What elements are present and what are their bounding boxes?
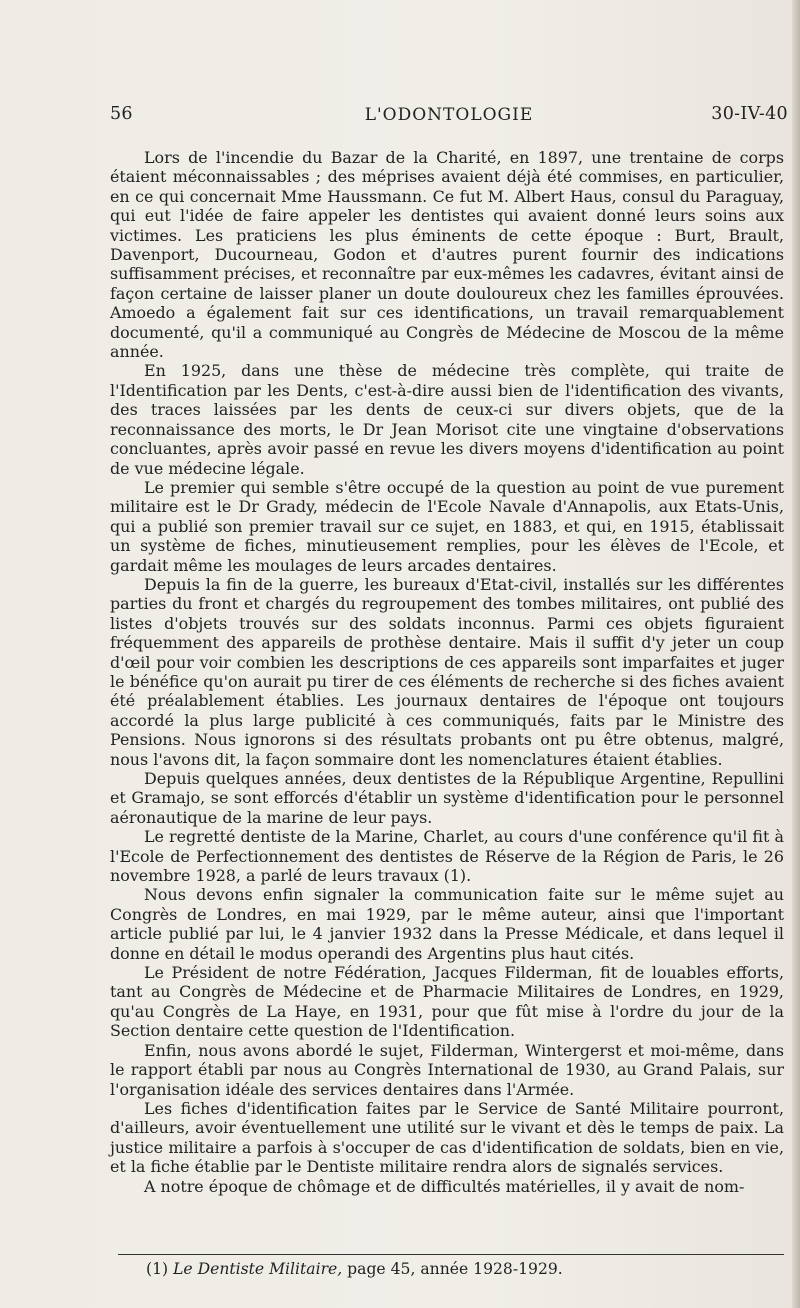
running-header (110, 104, 788, 128)
paragraph: Lors de l'incendie du Bazar de la Charité, en 1897, une trentaine de corps étaient méconnaissables ; des méprises avaient déjà été commises, en particulier, en ce qui concernait Mme Haussmann. Ce fut M. Albert Haus, consul du Paraguay, qui eut l'idée de faire appeler les dentistes qui avaient donné leurs soins aux victimes. Les praticiens les plus éminents de cette époque : Burt, Brault, Davenport, Ducourneau, Godon et d'autres purent fournir des indications suffisamment précises, et reconnaître par eux-mêmes les cadavres, évitant ainsi de façon certaine de laisser planer un doute douloureux chez les familles éprouvées. Amoedo a également fait sur ces identifications, un travail remarquablement documenté, qu'il a communiqué au Congrès de Médecine de Moscou de la même année. (110, 148, 784, 362)
footnote-title: Le Dentiste Militaire, (173, 1260, 343, 1278)
issue-date: 30-IV-40 (711, 104, 788, 124)
footnote (146, 1260, 786, 1279)
paragraph: Les fiches d'identification faites par le Service de Santé Militaire pourront, d'ailleurs, avoir éventuellement une utilité sur le vivant et dès le temps de paix. La justice militaire a parfois à s'occuper de cas d'identification de soldats, bien en vie, et la fiche établie par le Dentiste militaire rendra alors de signalés services. (110, 1098, 784, 1177)
footnote-text: page 45, année 1928-1929. (347, 1260, 563, 1278)
paragraph: Depuis la fin de la guerre, les bureaux d'Etat-civil, installés sur les différentes parties du front et chargés du regroupement des tombes militaires, ont publié des listes d'objets trouvés sur des soldats inconnus. Parmi ces objets figuraient fréquemment des appareils de prothèse dentaire. Mais il suffit d'y jeter un coup d'œil pour voir combien les descriptions de ces appareils sont imparfaites et juger le bénéfice qu'on aurait pu tirer de ces éléments de recherche si des fiches avaient été préalablement établies. Les journaux dentaires de l'époque ont toujours accordé la plus large publicité à ces communiqués, faits par le Ministre des Pensions. Nous ignorons si des résultats probants ont pu être obtenus, malgré, nous l'avons dit, la façon sommaire dont les nomenclatures étaient établies. (110, 574, 784, 769)
page-number: 56 (110, 104, 133, 124)
paragraph: Le regretté dentiste de la Marine, Charlet, au cours d'une conférence qu'il fit à l'Ecole de Perfectionnement des dentistes de Réserve de la Région de Paris, le 26 novembre 1928, a parlé de leurs travaux (1). (110, 827, 784, 886)
page-edge (792, 0, 800, 1308)
running-title: L'ODONTOLOGIE (364, 105, 534, 125)
paragraph: Depuis quelques années, deux dentistes de la République Argentine, Repullini et Gramajo, se sont efforcés d'établir un système d'identification pour le personnel aéronautique de la marine de leur pays. (110, 769, 784, 827)
paragraph: A notre époque de chômage et de difficultés matérielles, il y avait de nom- (144, 1176, 745, 1196)
paragraph: En 1925, dans une thèse de médecine très complète, qui traite de l'Identification par les Dents, c'est-à-dire aussi bien de l'identification des vivants, des traces laissées par les dents de ceux-ci sur divers objets, que de la reconnaissance des morts, le Dr Jean Morisot cite une vingtaine d'observations concluantes, après avoir passé en revue les divers moyens d'identification au point de vue médecine légale. (110, 361, 784, 478)
paragraph: Le Président de notre Fédération, Jacques Filderman, fit de louables efforts, tant au Congrès de Médecine et de Pharmacie Militaires de Londres, en 1929, qu'au Congrès de La Haye, en 1931, pour que fût mise à l'ordre du jour de la Section dentaire cette question de l'Identification. (110, 963, 784, 1041)
paragraph: Nous devons enfin signaler la communication faite sur le même sujet au Congrès de Londres, en mai 1929, par le même auteur, ainsi que l'important article publié par lui, le 4 janvier 1932 dans la Presse Médicale, et dans lequel il donne en détail le modus operandi des Argentins plus haut cités. (110, 885, 784, 963)
footnote-marker: (1) (146, 1260, 169, 1278)
paragraph: Enfin, nous avons abordé le sujet, Filderman, Wintergerst et moi-même, dans le rapport établi par nous au Congrès International de 1930, au Grand Palais, sur l'organisation idéale des services dentaires dans l'Armée. (110, 1040, 784, 1099)
paragraph: Le premier qui semble s'être occupé de la question au point de vue purement militaire est le Dr Grady, médecin de l'Ecole Navale d'Annapolis, aux Etats-Unis, qui a publié son premier travail sur ce sujet, en 1883, et qui, en 1915, établissait un système de fiches, minutieusement remplies, pour les élèves de l'Ecole, et gardait même les moulages de leurs arcades dentaires. (110, 477, 784, 575)
article-body (110, 148, 784, 1196)
footnote-rule (118, 1254, 784, 1255)
